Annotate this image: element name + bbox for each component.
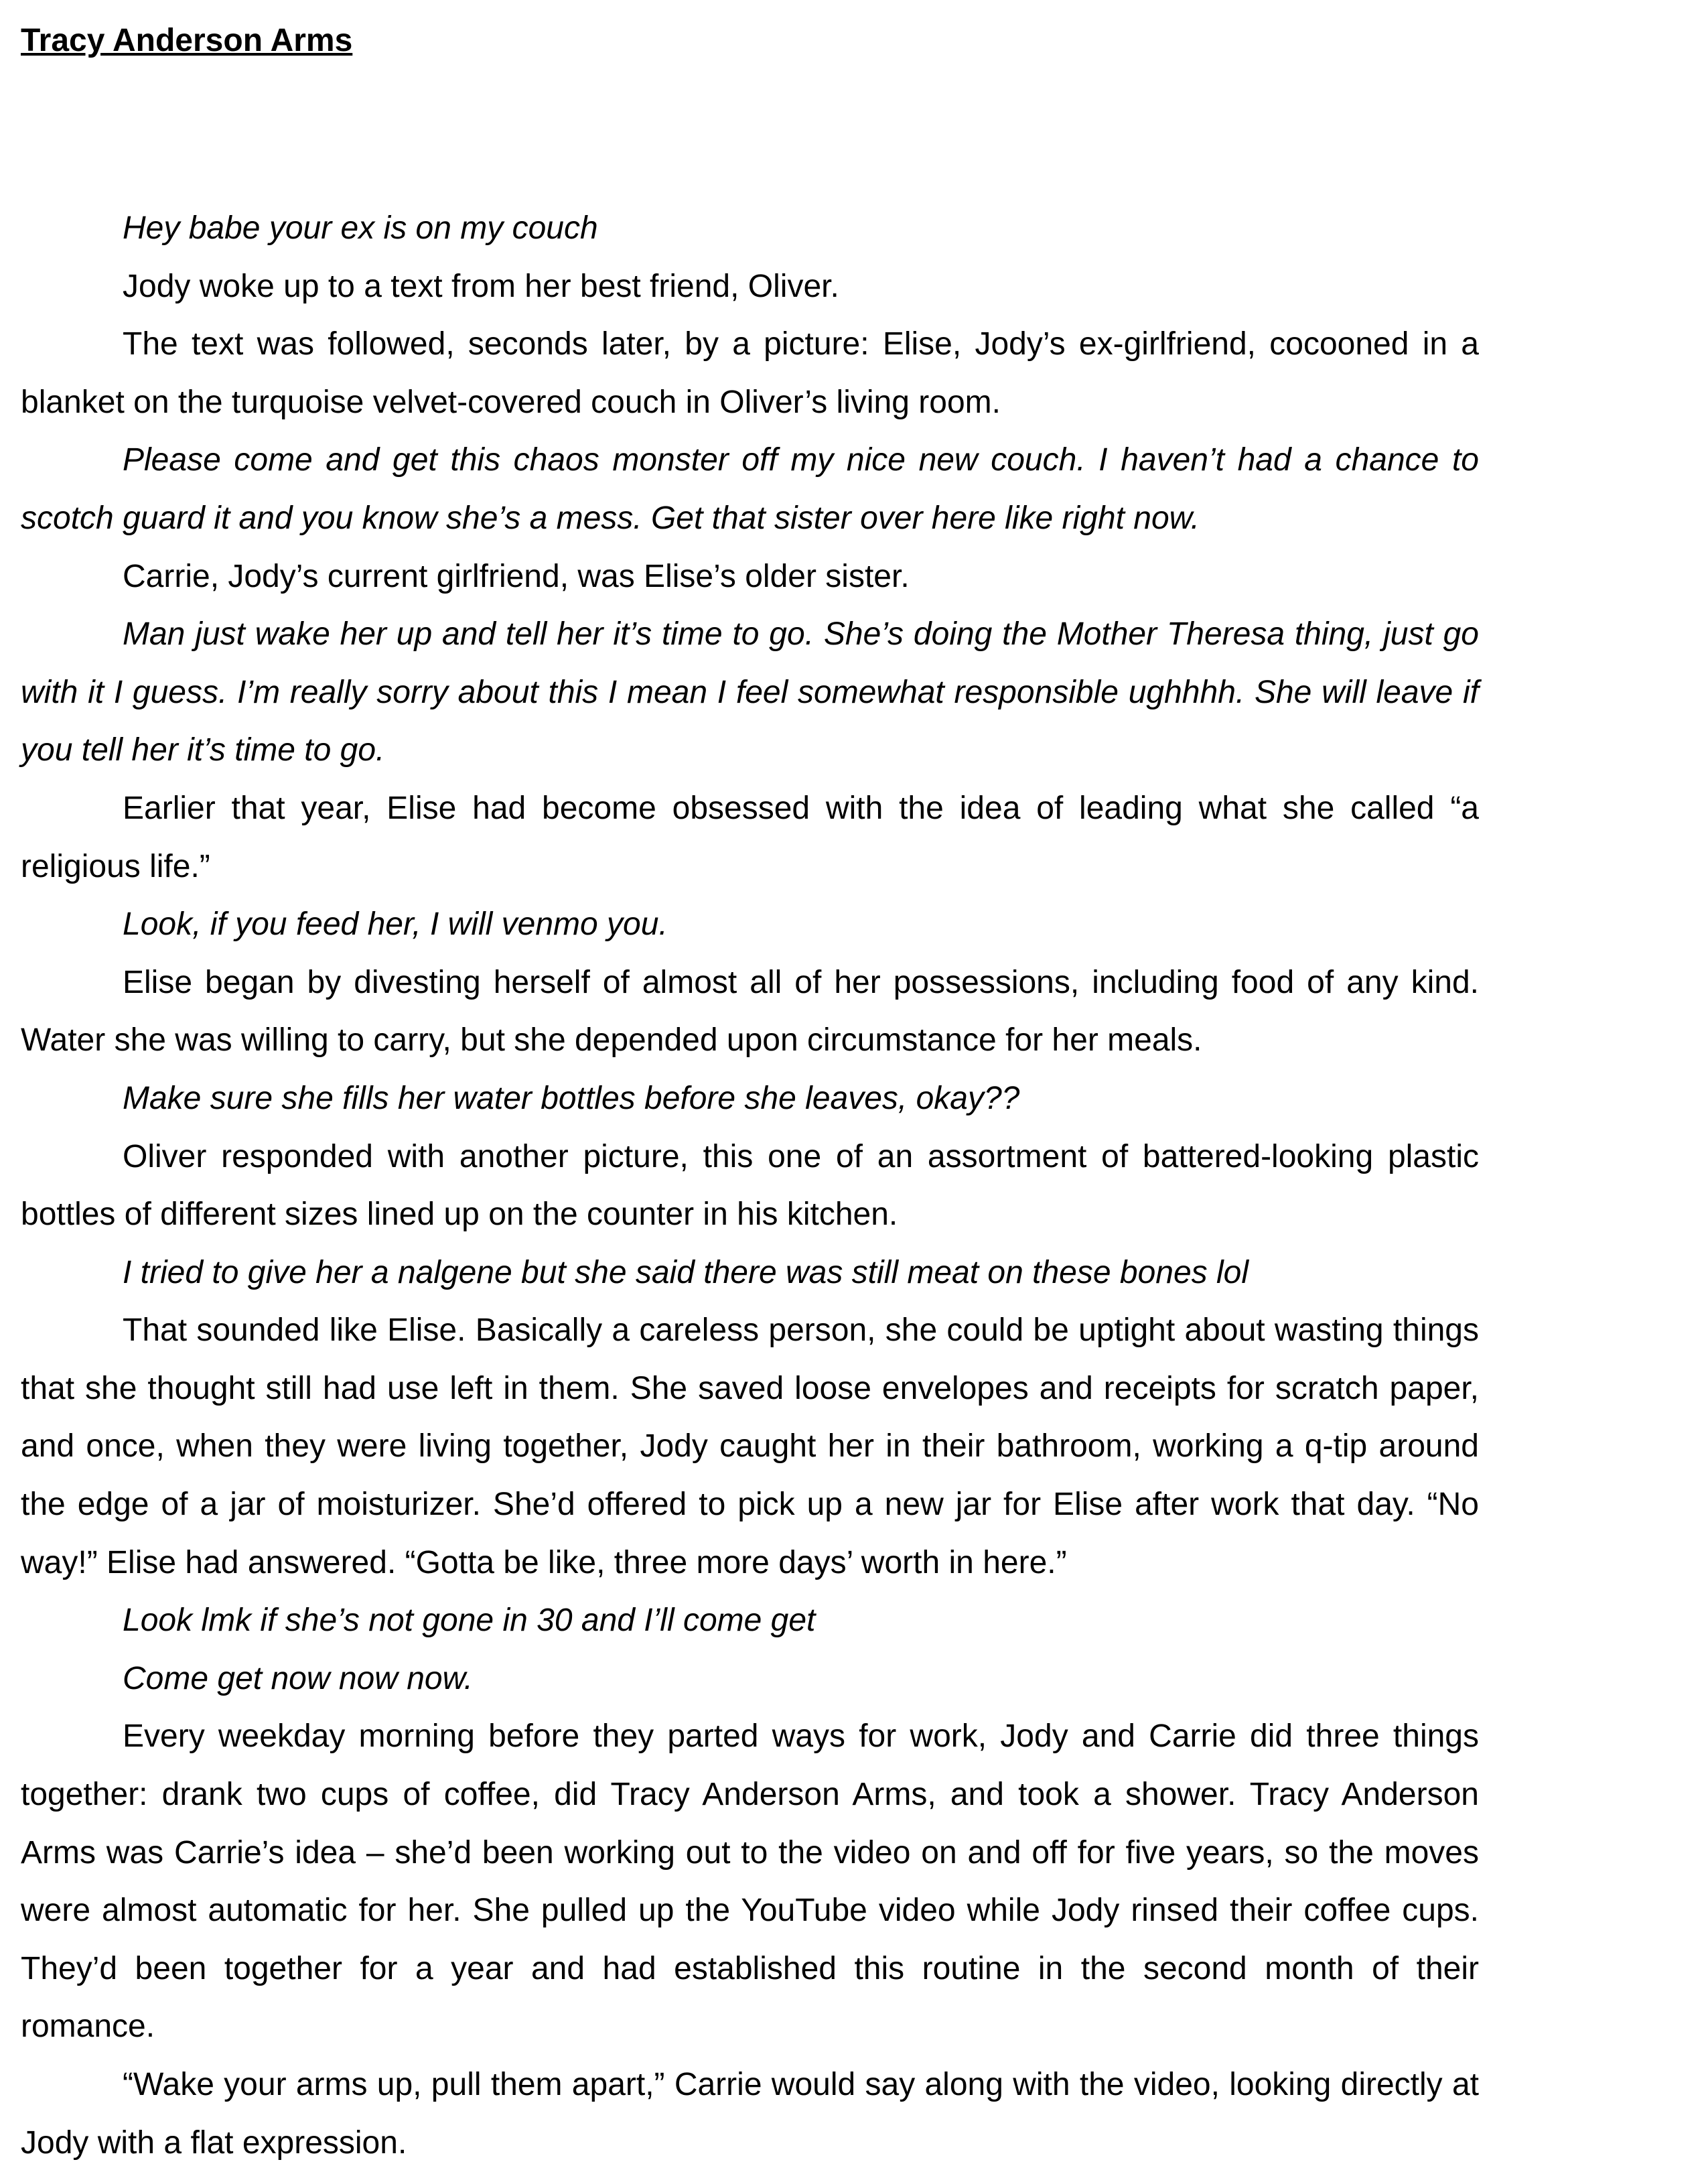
paragraph: “Wake your arms up, pull them apart,” Carrie would say along with the video, looking directly at Jody with a flat expression. (21, 2067, 1479, 2161)
paragraph: Every weekday morning before they parted ways for work, Jody and Carrie did three things together: drank two cups of coffee, did Tracy Anderson Arms, and took a shower. Tracy Anderson Arms was Carrie’s idea – she’d been working out to the video on and off for five years, so the moves were almost automatic for her. She pulled up the YouTube video while Jody rinsed their coffee cups. They’d been together for a year and had established this routine in the second month of their romance. (21, 1718, 1479, 2045)
paragraph: The text was followed, seconds later, by a picture: Elise, Jody’s ex-girlfriend, cocooned in a blanket on the turquoise velvet-covered couch in Oliver’s living room. (21, 326, 1479, 420)
paragraph-text-message: Look lmk if she’s not gone in 30 and I’ll come get (123, 1603, 816, 1639)
document-body (21, 200, 1479, 2172)
paragraph-text-message: Come get now now now. (123, 1660, 473, 1696)
document-page (21, 13, 1494, 2161)
paragraph: Elise began by divesting herself of almost all of her possessions, including food of any kind. Water she was willing to carry, but she depended upon circumstance for her meals. (21, 964, 1479, 1059)
paragraph-text-message: Man just wake her up and tell her it’s time to go. She’s doing the Mother Theresa thing, just go with it I guess. I’m really sorry about this I mean I feel somewhat responsible ughhhh. She will leave if you tell her it’s time to go. (21, 616, 1479, 768)
paragraph: That sounded like Elise. Basically a careless person, she could be uptight about wasting things that she thought still had use left in them. She saved loose envelopes and receipts for scratch paper, and once, when they were living together, Jody caught her in their bathroom, working a q-tip around the edge of a jar of moisturizer. She’d offered to pick up a new jar for Elise after work that day. “No way!” Elise had answered. “Gotta be like, three more days’ worth in here.” (21, 1312, 1479, 1580)
paragraph-text-message: Make sure she fills her water bottles before she leaves, okay?? (123, 1080, 1020, 1116)
document-title: Tracy Anderson Arms (21, 23, 353, 58)
paragraph: Oliver responded with another picture, this one of an assortment of battered-looking plastic bottles of different sizes lined up on the counter in his kitchen. (21, 1138, 1479, 1233)
paragraph: Jody woke up to a text from her best friend, Oliver. (123, 268, 839, 304)
paragraph-text-message: Please come and get this chaos monster off my nice new couch. I haven’t had a chance to scotch guard it and you know she’s a mess. Get that sister over here like right now. (21, 442, 1479, 536)
paragraph-text-message: Hey babe your ex is on my couch (123, 210, 598, 246)
paragraph: Carrie, Jody’s current girlfriend, was Elise’s older sister. (123, 558, 910, 594)
paragraph-text-message: Look, if you feed her, I will venmo you. (123, 906, 668, 943)
paragraph: Earlier that year, Elise had become obsessed with the idea of leading what she called “a religious life.” (21, 790, 1479, 884)
paragraph-text-message: I tried to give her a nalgene but she said there was still meat on these bones lol (123, 1254, 1249, 1290)
